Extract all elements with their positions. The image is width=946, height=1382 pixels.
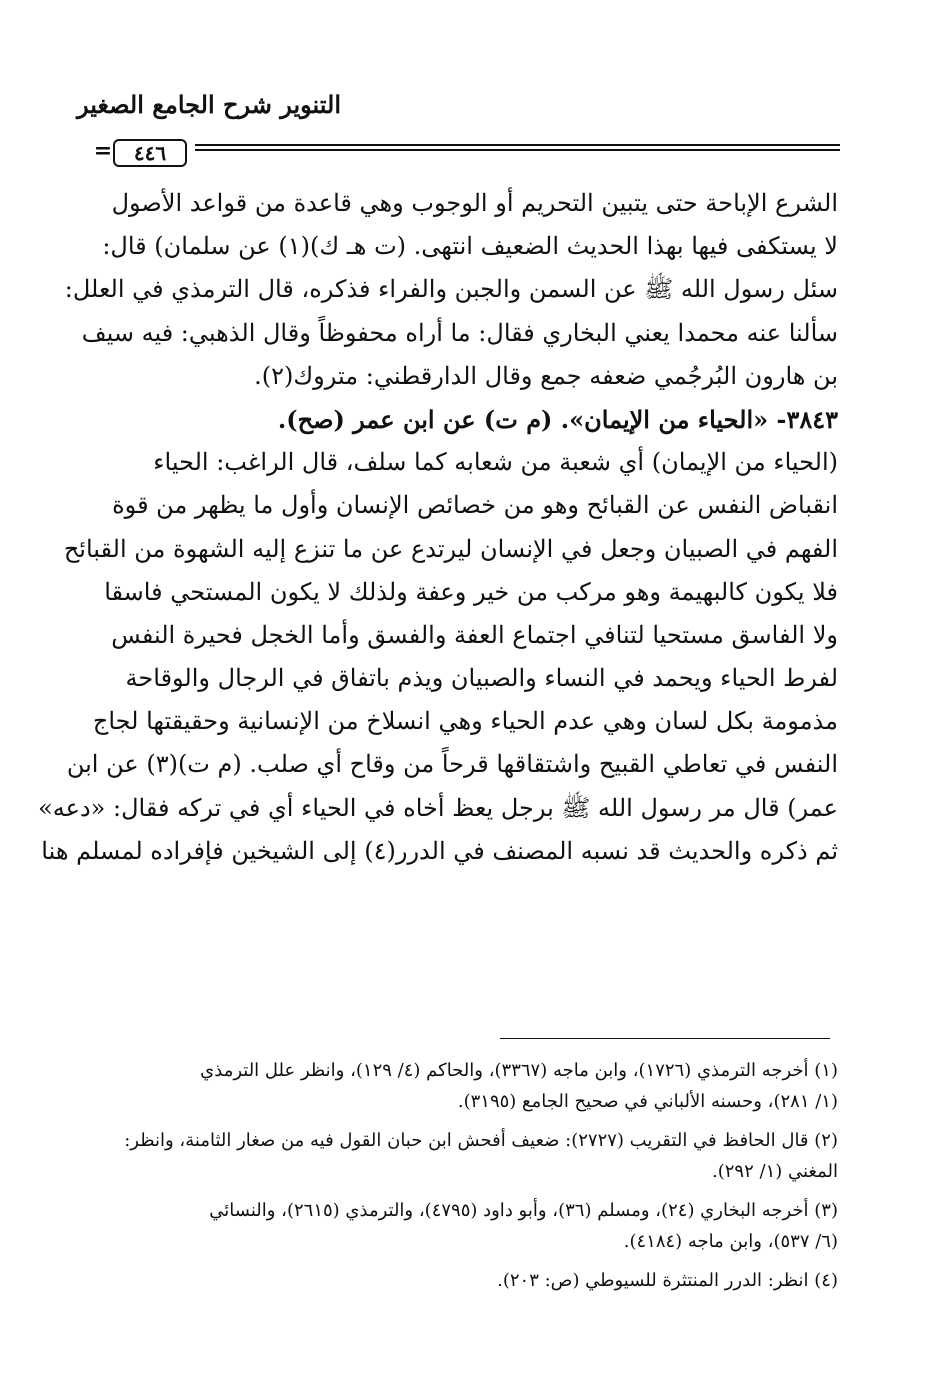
- text-line: سألنا عنه محمدا يعني البخاري فقال: ما أراه محفوظاً وقال الذهبي: فيه سيف: [81, 318, 838, 347]
- text-line: فلا يكون كالبهيمة وهو مركب من خير وعفة ولذلك لا يكون المستحي فاسقا: [104, 577, 838, 606]
- text-line: ولا الفاسق مستحيا لتنافي اجتماع العفة والفسق وأما الخجل فحيرة النفس: [111, 620, 838, 649]
- text-line: انقباض النفس عن القبائح وهو من خصائص الإنسان وأول ما يظهر من قوة: [112, 491, 838, 520]
- header-rule-bottom: [195, 149, 840, 151]
- header-rule-group: [95, 139, 840, 169]
- footnote-gap: [95, 1257, 838, 1265]
- page-marker: =: [93, 138, 113, 164]
- page-number: ٤٤٦: [113, 139, 187, 167]
- text-line: ثم ذكره والحديث قد نسبه المصنف في الدرر(٤) إلى الشيخين فإفراده لمسلم هنا: [41, 836, 838, 865]
- footnote-1: [95, 1055, 838, 1117]
- header-rule-top: [195, 144, 840, 146]
- text-line: الفهم في الصبيان وجعل في الإنسان ليرتدع عن ما تنزع إليه الشهوة من القبائح: [63, 534, 838, 563]
- footnotes-section: [95, 1055, 838, 1296]
- footnote-line: (٣) أخرجه البخاري (٢٤)، ومسلم (٣٦)، وأبو داود (٤٧٩٥)، والترمذي (٢٦١٥)، والنسائي: [209, 1200, 838, 1221]
- text-line: سئل رسول الله ﷺ عن السمن والجبن والفراء فذكره، قال الترمذي في العلل:: [64, 275, 838, 304]
- text-line: مذمومة بكل لسان وهي عدم الحياء وهي انسلاخ من الإنسانية وحقيقتها لجاج: [92, 707, 838, 736]
- text-line: لا يستكفى فيها بهذا الحديث الضعيف انتهى. (ت هـ ك)(١) عن سلمان) قال:: [102, 232, 838, 261]
- footnote-line: (٢) قال الحافظ في التقريب (٢٧٢٧): ضعيف أفحش ابن حبان القول فيه من صغار الثامنة، وانظر:: [124, 1130, 838, 1151]
- text-line: النفس في تعاطي القبيح واشتقاقها قرحاً من وقاح أي صلب. (م ت)(٣) عن ابن: [66, 750, 838, 779]
- hadith-heading: ٣٨٤٣- «الحياء من الإيمان». (م ت) عن ابن عمر (صح).: [277, 404, 838, 434]
- text-line: بن هارون البُرجُمي ضعفه جمع وقال الدارقطني: متروك(٢).: [254, 361, 838, 390]
- footnote-gap: [95, 1117, 838, 1125]
- footnote-line: المغني (١/ ٢٩٢).: [712, 1161, 838, 1182]
- footnote-gap: [95, 1187, 838, 1195]
- text-line: لفرط الحياء ويحمد في النساء والصبيان ويذم باتفاق في الرجال والوقاحة: [125, 664, 838, 693]
- running-header-title: التنوير شرح الجامع الصغير: [77, 90, 341, 119]
- text-line: عمر) قال مر رسول الله ﷺ برجل يعظ أخاه في الحياء أي في تركه فقال: «دعه»: [38, 793, 838, 822]
- text-line: (الحياء من الإيمان) أي شعبة من شعابه كما سلف، قال الراغب: الحياء: [153, 448, 838, 477]
- footnote-line: (٤) انظر: الدرر المنتثرة للسيوطي (ص: ٢٠٣).: [497, 1270, 838, 1291]
- footnote-line: (١/ ٢٨١)، وحسنه الألباني في صحيح الجامع (٣١٩٥).: [457, 1091, 838, 1112]
- footnote-3: [95, 1195, 838, 1257]
- main-text-block: [38, 182, 838, 873]
- text-line: الشرع الإباحة حتى يتبين التحريم أو الوجوب وهي قاعدة من قواعد الأصول: [111, 189, 838, 217]
- footnote-line: (٦/ ٥٣٧)، وابن ماجه (٤١٨٤).: [623, 1231, 838, 1252]
- footnote-4: [95, 1265, 838, 1296]
- footnote-2: [95, 1125, 838, 1187]
- footnote-separator: [500, 1038, 830, 1039]
- footnote-line: (١) أخرجه الترمذي (١٧٢٦)، وابن ماجه (٣٣٦٧)، والحاكم (٤/ ١٢٩)، وانظر علل الترمذي: [200, 1060, 838, 1081]
